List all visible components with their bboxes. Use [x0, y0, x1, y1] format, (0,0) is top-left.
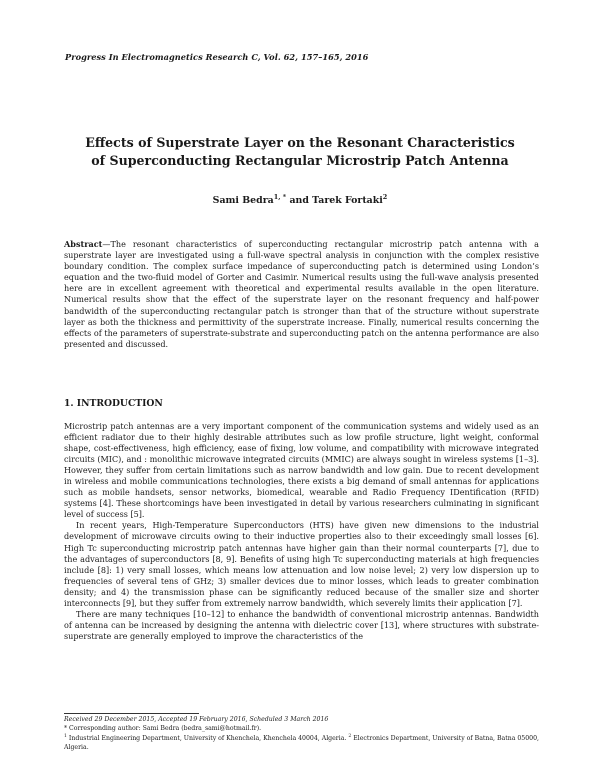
footnotes: [64, 713, 539, 752]
abstract-label: Abstract: [64, 239, 103, 249]
journal-header: Progress In Electromagnetics Research C, Vol. 62, 157–165, 2016: [65, 52, 369, 62]
paragraph-1: Microstrip patch antennas are a very important component of the communication systems and widely used as an efficient radiator due to their highly desirable attributes such as low profile structure, light weight, conformal shape, cost-effectiveness, high efficiency, ease of fixing, low volume, and compatibility with microwave integrated circuits (MIC), and : monolithic microwave integrated circuits (MMIC) are always sought in wireless systems [1–3]. However, they suffer from certain limitations such as narrow bandwidth and low gain. Due to recent development in wireless and mobile communications technologies, there exists a big demand of small antennas for applications such as mobile handsets, sensor networks, biomedical, wearable and Radio Frequency IDentification (RFID) systems [4]. These shortcomings have been investigated in detail by various researchers culminating in significant level of success [5].: [64, 421, 539, 520]
paper-title: [60, 134, 540, 170]
affiliation-1-number: 1: [64, 734, 67, 740]
author-2: Tarek Fortaki: [312, 195, 383, 206]
received-dates: Received 29 December 2015, Accepted 19 February 2016, Scheduled 3 March 2016: [64, 716, 329, 723]
title-line-2: of Superconducting Rectangular Microstrip Patch Antenna: [91, 153, 509, 168]
corresponding-author: * Corresponding author: Sami Bedra (bedra_sami@hotmail.fr).: [64, 724, 262, 732]
affiliation-2-number: 2: [348, 734, 352, 740]
author-conjunction: and: [286, 195, 313, 206]
affiliation-2: Electronics Department, University of Batna, Batna 05000, Algeria.: [64, 735, 540, 751]
introduction-body: [64, 421, 539, 642]
title-line-1: Effects of Superstrate Layer on the Resonant Characteristics: [85, 135, 515, 150]
abstract-text: —The resonant characteristics of superconducting rectangular microstrip patch antenna with a superstrate layer are investigated using a full-wave spectral analysis in conjunction with the complex resistive boundary condition. The complex surface impedance of superconducting patch is determined using London’s equation and the two-fluid model of Gorter and Casimir. Numerical results using the full-wave analysis presented here are in excellent agreement with theoretical and experimental results available in the open literature. Numerical results show that the effect of the superstrate layer on the resonant frequency and half-power bandwidth of the superconducting rectangular patch is stronger than that of the structure without superstrate layer as both the thickness and permittivity of the superstrate increase. Finally, numerical results concerning the effects of the parameters of superstrate-substrate and superconducting patch on the antenna performance are also presented and discussed.: [64, 239, 539, 349]
footnote-rule: [64, 713, 199, 714]
paragraph-3: There are many techniques [10–12] to enhance the bandwidth of conventional microstrip antennas. Bandwidth of antenna can be increased by designing the antenna with dielectric cover [13], where structures with substrate-superstrate are generally employed to improve the characteristics of the: [64, 608, 539, 641]
authors: [60, 193, 540, 206]
affiliations: [64, 733, 539, 752]
abstract: [64, 239, 539, 350]
paragraph-2: In recent years, High-Temperature Superconductors (HTS) have given new dimensions to the industrial development of microwave circuits owing to their inductive properties also to their exceedingly small losses [6]. High Tc superconducting microstrip patch antennas have higher gain than their normal counterparts [7], due to the advantages of superconductors [8, 9]. Benefits of using high Tc superconducting materials at high frequencies include [8]: 1) very small losses, which means low attenuation and low noise level; 2) very low dispersion up to frequencies of several tens of GHz; 3) smaller devices due to minor losses, which leads to greater combination density; and 4) the transmission phase can be significantly reduced because of the smaller size and shorter interconnects [9], but they suffer from extremely narrow bandwidth, which severely limits their application [7].: [64, 520, 539, 608]
author-2-affiliation: 2: [382, 193, 388, 201]
author-1: Sami Bedra: [212, 195, 274, 206]
affiliation-1: Industrial Engineering Department, University of Khenchela, Khenchela 40004, Algeria.: [66, 735, 347, 743]
author-1-affiliation: 1, *: [273, 193, 287, 201]
section-heading: 1. INTRODUCTION: [64, 398, 163, 409]
